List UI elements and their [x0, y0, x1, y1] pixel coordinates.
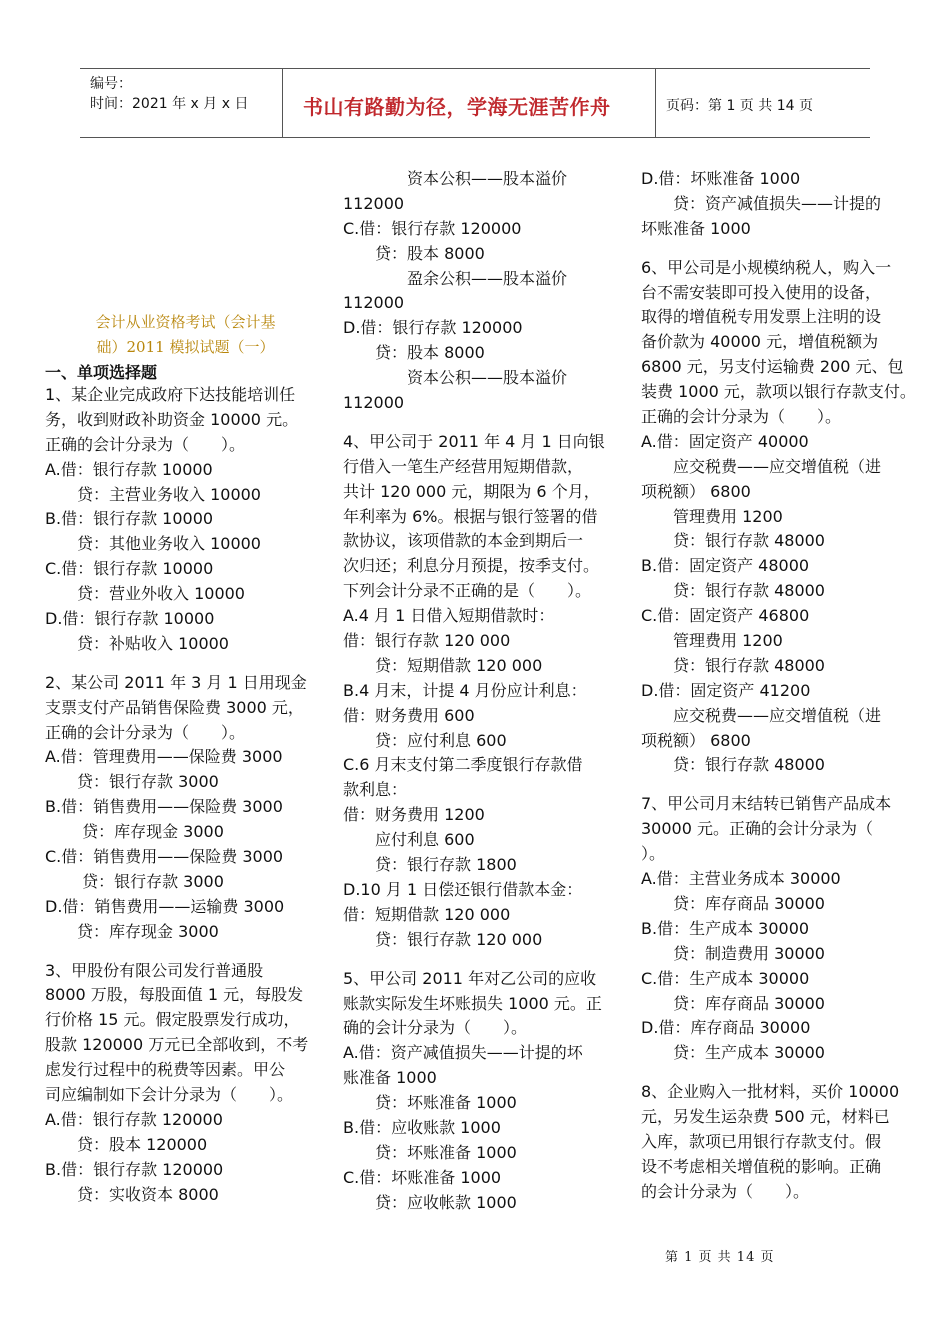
title-line-2: 础）2011 模拟试题（一）	[96, 338, 275, 356]
text-line: 设不考虑相关增值税的影响。正确	[641, 1156, 882, 1176]
paragraph-gap	[343, 416, 613, 430]
text-line: B.借：销售费用——保险费 3000	[45, 797, 283, 817]
text-line: 30000 元。正确的会计分录为（	[641, 819, 873, 839]
text-line: A.借：管理费用——保险费 3000	[45, 747, 283, 767]
text-line: B.借：银行存款 120000	[45, 1159, 224, 1179]
text-line: 贷：银行存款 3000	[45, 871, 224, 891]
text-column-1	[45, 383, 315, 1208]
text-line: D.借：坏账准备 1000	[641, 169, 801, 188]
text-line: A.借：资产减值损失——计提的坏	[343, 1043, 583, 1063]
text-line: 司应编制如下会计分录为（ ）。	[45, 1085, 294, 1105]
text-line: 112000	[343, 393, 405, 413]
text-line: 行价格 15 元。假定股票发行成功，	[45, 1010, 300, 1030]
page-header	[80, 68, 870, 138]
text-line: C.借：坏账准备 1000	[343, 1167, 502, 1187]
text-line: B.4 月末，计提 4 月份应计利息：	[343, 680, 587, 700]
text-line: 6800 元，另支付运输费 200 元、包	[641, 357, 904, 377]
text-line: 贷：库存现金 3000	[45, 822, 224, 842]
text-line: 贷：营业外收入 10000	[45, 584, 245, 604]
text-line: 下列会计分录不正确的是（ ）。	[343, 581, 592, 601]
text-line: 备价款为 40000 元，增值税额为	[641, 332, 879, 352]
text-line: D.借：银行存款 10000	[45, 609, 215, 629]
text-line: 贷：库存现金 3000	[45, 921, 219, 941]
text-line: 借：财务费用 1200	[343, 805, 485, 825]
text-line: 贷：制造费用 30000	[641, 943, 825, 963]
text-line: C.借：销售费用——保险费 3000	[45, 847, 284, 867]
text-line: A.4 月 1 日借入短期借款时：	[343, 606, 555, 626]
text-line: 4、甲公司于 2011 年 4 月 1 日向银	[343, 431, 605, 451]
text-line: 6、甲公司是小规模纳税人，购入一	[641, 257, 892, 277]
page-info: 页码：第 1 页 共 14 页	[666, 98, 813, 114]
text-line: 5、甲公司 2011 年对乙公司的应收	[343, 968, 597, 988]
title-line-1: 会计从业资格考试（会计基	[95, 313, 276, 331]
text-line: 贷：实收资本 8000	[45, 1184, 219, 1204]
text-line: D.借：销售费用——运输费 3000	[45, 896, 285, 916]
text-line: 正确的会计分录为（ ）。	[45, 434, 246, 454]
text-line: 借：财务费用 600	[343, 705, 475, 725]
text-line: 装费 1000 元，款项以银行存款支付。	[641, 382, 916, 402]
section-heading: 一、单项选择题	[45, 363, 158, 382]
text-line: 款协议，该项借款的本金到期后一	[343, 531, 584, 551]
text-line: C.借：银行存款 10000	[45, 559, 214, 579]
text-line: 贷：库存商品 30000	[641, 993, 825, 1013]
text-line: 贷：应收帐款 1000	[343, 1192, 517, 1212]
text-line: 1、某企业完成政府下达技能培训任	[45, 385, 296, 404]
text-line: 行借入一笔生产经营用短期借款，	[343, 456, 584, 476]
text-line: 2、某公司 2011 年 3 月 1 日用现金	[45, 672, 307, 692]
text-line: A.借：主营业务成本 30000	[641, 869, 841, 889]
text-line: 台不需安装即可投入使用的设备，	[641, 282, 882, 302]
text-line: 贷：股本 8000	[343, 343, 485, 363]
text-line: 8、企业购入一批材料，买价 10000	[641, 1082, 900, 1102]
text-line: B.借：应收账款 1000	[343, 1117, 501, 1137]
text-line: 项税额） 6800	[641, 481, 751, 501]
text-line: 贷：坏账准备 1000	[343, 1142, 517, 1162]
paragraph-gap	[641, 778, 916, 792]
document-title	[78, 310, 293, 360]
text-line: 正确的会计分录为（ ）。	[45, 722, 246, 742]
text-line: 应交税费——应交增值税（进	[641, 456, 882, 476]
text-line: 坏账准备 1000	[641, 218, 751, 238]
text-line: 资本公积——股本溢价	[343, 169, 568, 188]
header-page-cell	[656, 69, 870, 137]
paragraph-gap	[641, 242, 916, 256]
text-line: 112000	[343, 193, 405, 213]
text-line: 股款 120000 万元已全部收到，不考	[45, 1035, 309, 1055]
document-number-label: 编号：	[90, 76, 132, 92]
text-line: 贷：主营业务收入 10000	[45, 484, 261, 504]
text-line: 贷：银行存款 48000	[641, 655, 825, 675]
text-line: C.借：生产成本 30000	[641, 968, 810, 988]
text-line: 取得的增值税专用发票上注明的设	[641, 307, 882, 327]
text-line: 贷：资产减值损失——计提的	[641, 193, 882, 213]
text-line: 共计 120 000 元，期限为 6 个月，	[343, 481, 600, 501]
text-line: 项税额） 6800	[641, 730, 751, 750]
header-motto-cell	[283, 69, 656, 137]
text-line: D.借：库存商品 30000	[641, 1018, 811, 1038]
text-line: 管理费用 1200	[641, 631, 783, 651]
text-line: 贷：其他业务收入 10000	[45, 534, 261, 554]
text-line: 借：短期借款 120 000	[343, 904, 511, 924]
text-line: 盈余公积——股本溢价	[343, 268, 568, 288]
text-line: 确的会计分录为（ ）。	[343, 1018, 528, 1038]
text-line: B.借：生产成本 30000	[641, 918, 810, 938]
text-line: 入库，款项已用银行存款支付。假	[641, 1131, 882, 1151]
text-line: 贷：补贴收入 10000	[45, 633, 229, 653]
text-line: 账准备 1000	[343, 1068, 437, 1088]
text-column-3	[641, 167, 916, 1205]
text-line: D.借：银行存款 120000	[343, 318, 523, 338]
text-line: C.借：固定资产 46800	[641, 606, 810, 626]
paragraph-gap	[641, 1066, 916, 1080]
text-line: A.借：固定资产 40000	[641, 431, 809, 451]
text-line: 的会计分录为（ ）。	[641, 1181, 810, 1201]
text-line: 务，收到财政补助资金 10000 元。	[45, 409, 299, 429]
document-date-label: 时间：2021 年 x 月 x 日	[90, 96, 249, 112]
text-line: 8000 万股，每股面值 1 元，每股发	[45, 985, 304, 1005]
paragraph-gap	[45, 945, 315, 959]
text-line: B.借：固定资产 48000	[641, 556, 810, 576]
paragraph-gap	[45, 657, 315, 671]
text-line: 贷：银行存款 1800	[343, 855, 517, 875]
text-line: 年利率为 6%。根据与银行签署的借	[343, 506, 598, 526]
text-line: 112000	[343, 293, 405, 313]
motto-text: 书山有路勤为径，学海无涯苦作舟	[303, 95, 611, 119]
text-line: 贷：银行存款 48000	[641, 581, 825, 601]
text-line: 元，另发生运杂费 500 元，材料已	[641, 1107, 890, 1127]
text-line: A.借：银行存款 120000	[45, 1109, 223, 1129]
text-line: 3、甲股份有限公司发行普通股	[45, 960, 264, 980]
text-line: 贷：应付利息 600	[343, 730, 507, 750]
text-line: A.借：银行存款 10000	[45, 459, 213, 479]
text-line: 应交税费——应交增值税（进	[641, 705, 882, 725]
text-line: 虑发行过程中的税费等因素。甲公	[45, 1060, 286, 1080]
text-line: B.借：银行存款 10000	[45, 509, 214, 529]
text-line: 贷：银行存款 48000	[641, 755, 825, 775]
page-footer: 第 1 页 共 14 页	[665, 1250, 775, 1265]
text-line: 次归还；利息分月预提，按季支付。	[343, 556, 600, 576]
text-line: 贷：股本 8000	[343, 243, 485, 263]
text-line: 支票支付产品销售保险费 3000 元，	[45, 697, 304, 717]
text-line: 账款实际发生坏账损失 1000 元。正	[343, 993, 602, 1013]
text-line: C.借：银行存款 120000	[343, 218, 522, 238]
text-line: 贷：股本 120000	[45, 1134, 208, 1154]
text-line: 贷：坏账准备 1000	[343, 1093, 517, 1113]
text-line: 款利息：	[343, 780, 408, 800]
text-line: 贷：银行存款 120 000	[343, 929, 543, 949]
text-line: 贷：银行存款 3000	[45, 772, 219, 792]
text-column-2	[343, 167, 613, 1216]
text-line: C.6 月末支付第二季度银行存款借	[343, 755, 583, 775]
text-line: 7、甲公司月末结转已销售产品成本	[641, 794, 892, 814]
text-line: 正确的会计分录为（ ）。	[641, 407, 842, 427]
paragraph-gap	[343, 953, 613, 967]
text-line: 贷：库存商品 30000	[641, 893, 825, 913]
text-line: 贷：生产成本 30000	[641, 1043, 825, 1063]
text-line: 资本公积——股本溢价	[343, 368, 568, 388]
text-line: 借：银行存款 120 000	[343, 631, 511, 651]
text-line: 管理费用 1200	[641, 506, 783, 526]
header-meta-cell	[80, 69, 283, 137]
text-line: ）。	[641, 844, 666, 864]
text-line: 应付利息 600	[343, 830, 475, 850]
text-line: 贷：短期借款 120 000	[343, 655, 543, 675]
text-line: 贷：银行存款 48000	[641, 531, 825, 551]
text-line: D.10 月 1 日偿还银行借款本金：	[343, 879, 583, 899]
text-line: D.借：固定资产 41200	[641, 680, 811, 700]
